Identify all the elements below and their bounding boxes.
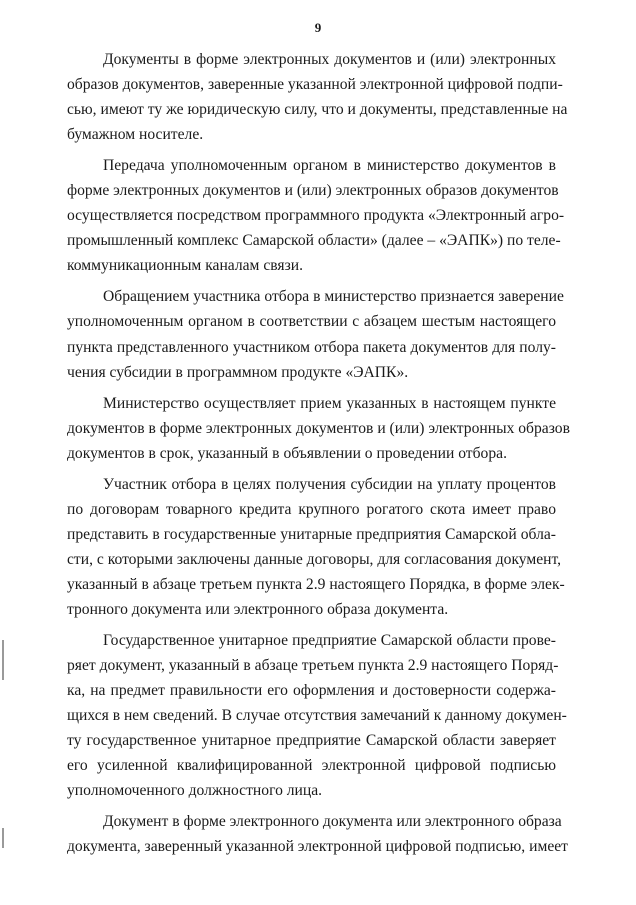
body-text bbox=[67, 47, 570, 865]
paragraph bbox=[67, 809, 568, 859]
text-line: промышленный комплекс Самарской области» (далее – «ЭАПК») по теле- bbox=[67, 232, 561, 250]
text-line: документа, заверенный указанной электронной цифровой подписью, имеет bbox=[67, 838, 568, 856]
paragraph bbox=[67, 153, 565, 278]
page-number: 9 bbox=[314, 20, 322, 35]
text-line: документов в срок, указанный в объявлении о проведении отбора. bbox=[67, 444, 507, 462]
text-line: бумажном носителе. bbox=[67, 126, 204, 144]
text-line: документов в форме электронных документов и (или) электронных образов bbox=[67, 419, 570, 437]
text-line: Участник отбора в целях получения субсидии на уплату процентов bbox=[103, 475, 556, 493]
paragraph bbox=[67, 47, 568, 147]
text-line: сью, имеют ту же юридическую силу, что и документы, представленные на bbox=[67, 101, 568, 119]
text-line: форме электронных документов и (или) электронных образов документов bbox=[67, 182, 559, 200]
scan-margin-mark bbox=[2, 828, 4, 848]
text-line: чения субсидии в программном продукте «ЭАПК». bbox=[67, 363, 409, 381]
paragraph bbox=[67, 284, 564, 384]
text-line: Документ в форме электронного документа или электронного образа bbox=[103, 813, 562, 831]
text-line: Государственное унитарное предприятие Самарской области прове- bbox=[103, 632, 556, 650]
text-line: коммуникационным каналам связи. bbox=[67, 257, 303, 275]
text-line: Документы в форме электронных документов и (или) электронных bbox=[103, 51, 556, 68]
text-line: пункта представленного участником отбора пакета документов для полу- bbox=[67, 338, 556, 356]
paragraph bbox=[67, 391, 570, 466]
text-line: образов документов, заверенные указанной электронной цифровой подпи- bbox=[67, 76, 563, 94]
text-line: по договорам товарного кредита крупного рогатого скота имеет право bbox=[67, 500, 556, 518]
text-line: тронного документа или электронного образа документа. bbox=[67, 600, 449, 618]
text-line: ряет документ, указанный в абзаце третьем пункта 2.9 настоящего Поряд- bbox=[67, 657, 559, 675]
text-line: уполномоченного должностного лица. bbox=[67, 782, 323, 800]
scan-margin-mark bbox=[2, 640, 4, 680]
text-line: указанный в абзаце третьем пункта 2.9 настоящего Порядка, в форме элек- bbox=[67, 575, 565, 593]
text-line: Передача уполномоченным органом в министерство документов в bbox=[103, 157, 556, 175]
text-line: сти, с которыми заключены данные договоры, для согласования документ, bbox=[67, 550, 562, 568]
text-line: осуществляется посредством программного продукта «Электронный агро- bbox=[67, 207, 565, 225]
text-line: щихся в нем сведений. В случае отсутствия замечаний к данному докумен- bbox=[67, 707, 567, 725]
text-line: ка, на предмет правильности его оформления и достоверности содержа- bbox=[67, 682, 556, 700]
paragraph bbox=[67, 628, 567, 803]
text-line: ту государственное унитарное предприятие Самарской области заверяет bbox=[67, 732, 556, 750]
paragraph bbox=[67, 472, 565, 622]
text-line: его усиленной квалифицированной электронной цифровой подписью bbox=[67, 757, 556, 775]
text-line: представить в государственные унитарные предприятия Самарской обла- bbox=[67, 525, 556, 543]
text-line: Министерство осуществляет прием указанных в настоящем пункте bbox=[103, 394, 556, 412]
text-line: Обращением участника отбора в министерство признается заверение bbox=[103, 288, 564, 306]
text-line: уполномоченным органом в соответствии с абзацем шестым настоящего bbox=[67, 313, 556, 331]
